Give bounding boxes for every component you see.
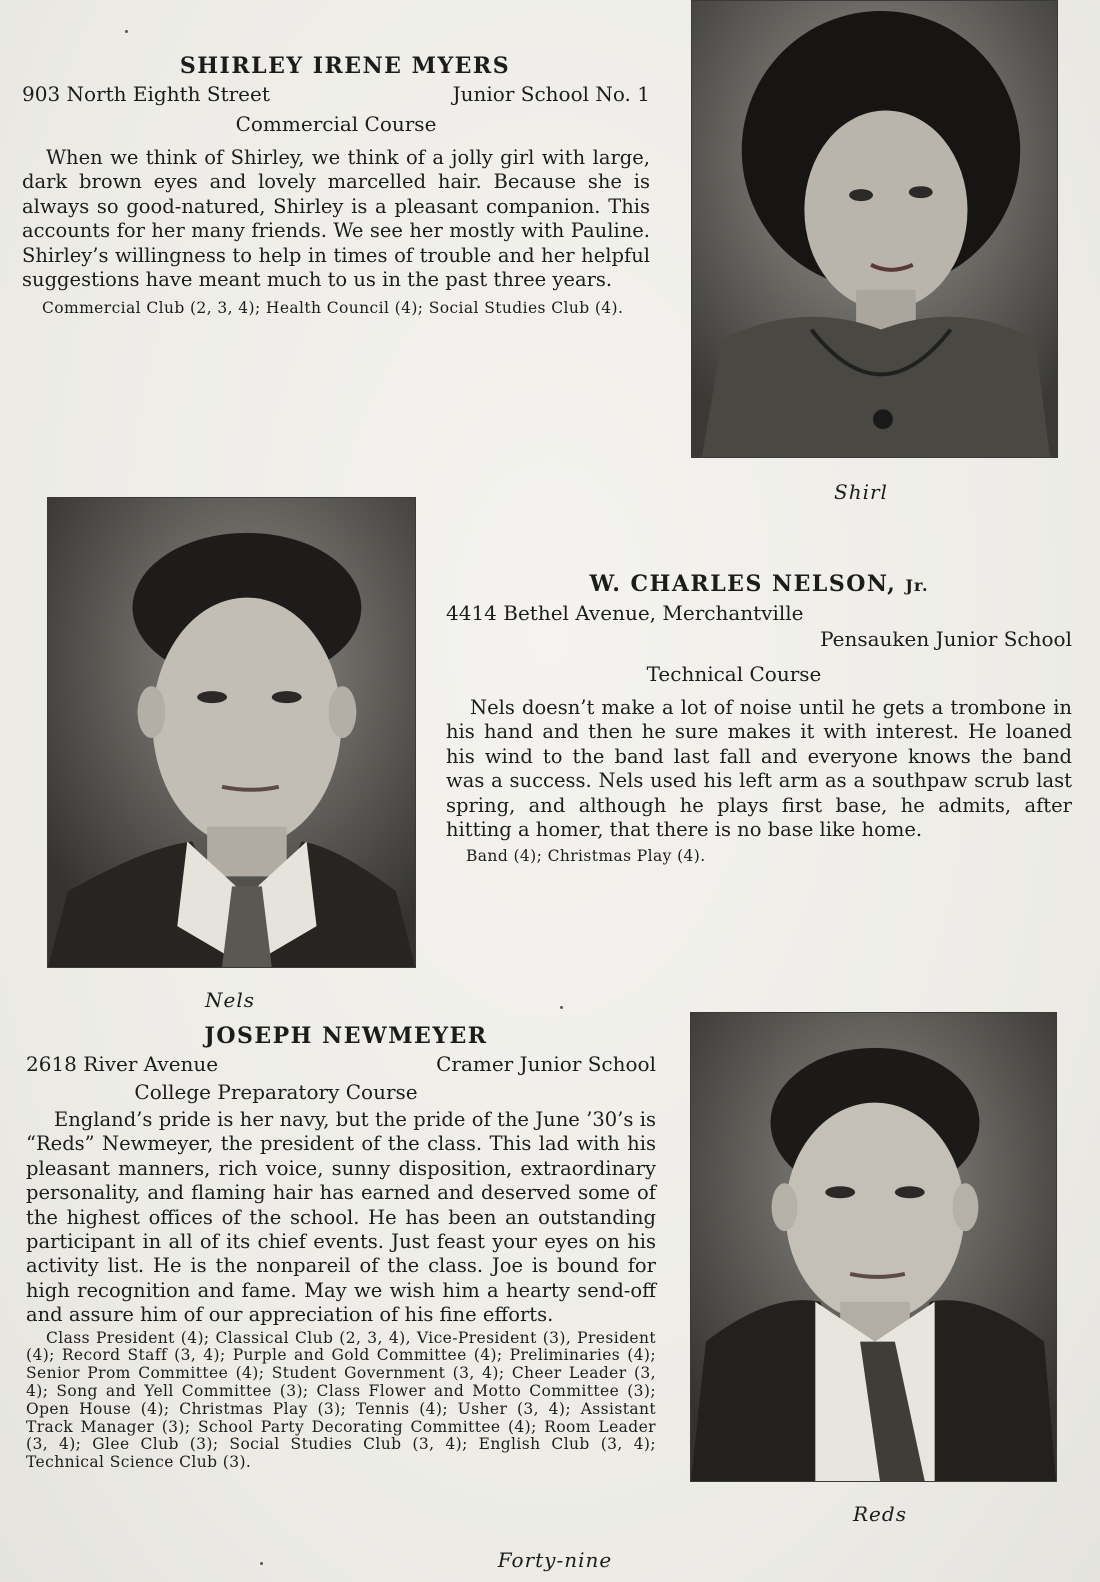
student-address: 4414 Bethel Avenue, Merchantville xyxy=(446,601,804,625)
student-bio: England’s pride is her navy, but the pride of the June ’30’s is “Reds” Newmeyer, the president of the class. This lad with his pleasant manners, rich voice, sunny disposition, extraordinary personality, and flaming hair has earned and deserved some of the highest offices of the school. He has been an outstanding participant in all of its chief events. Just feast your eyes on his activity list. He is the nonpareil of the class. Joe is bound for high recognition and fame. May we wish him a hearty send-off and assure him of our appreciation of his fine efforts. xyxy=(26,1108,656,1327)
student-entry-newmeyer xyxy=(26,1022,656,1472)
student-entry-shirley xyxy=(22,52,650,318)
student-bio: When we think of Shirley, we think of a jolly girl with large, dark brown eyes and lovely marcelled hair. Because she is always so good-natured, Shirley is a pleasant companion. This accounts for her many friends. We see her mostly with Pauline. Shirley’s willingness to help in times of trouble and her helpful suggestions have meant much to us in the past three years. xyxy=(22,146,650,292)
student-activities: Commercial Club (2, 3, 4); Health Council (4); Social Studies Club (4). xyxy=(42,299,624,318)
print-speck xyxy=(125,30,128,33)
student-nickname: Nels xyxy=(205,988,255,1012)
address-line xyxy=(22,80,650,108)
student-activities: Band (4); Christmas Play (4). xyxy=(466,847,706,866)
junior-school: Pensauken Junior School xyxy=(820,627,1072,651)
print-speck xyxy=(560,1006,563,1009)
student-activities: Class President (4); Classical Club (2, 3, 4), Vice-President (3), President (4); Record Staff (3, 4); Purple and Gold Committee (4); Preliminaries (4); Senior Prom Committee (4); Student Government (3, 4); Cheer Leader (3, 4); Song and Yell Committee (3); Class Flower and Motto Committee (3); Open House (4); Christmas Play (3); Tennis (4); Usher (3, 4); Assistant Track Manager (3); School Party Decorating Committee (4); Room Leader (3, 4); Glee Club (3); Social Studies Club (3, 4); English Club (3, 4); Technical Science Club (3). xyxy=(26,1328,656,1472)
student-name-suffix: Jr. xyxy=(905,576,929,595)
print-speck xyxy=(260,1562,263,1565)
page-number xyxy=(0,1548,1100,1572)
student-bio: Nels doesn’t make a lot of noise until he gets a trombone in his hand and then he sure makes it with interest. He loaned his wind to the band last fall and everyone knows the band was a success. Nels used his left arm as a southpaw scrub last spring, and although he plays first base, he admits, after hitting a homer, that there is no base like home. xyxy=(446,696,1072,842)
page-number-text: Forty-nine xyxy=(497,1548,613,1572)
student-name: JOSEPH NEWMEYER xyxy=(204,1023,488,1049)
student-nickname: Shirl xyxy=(834,480,888,504)
student-name xyxy=(446,570,1072,600)
student-entry-nelson xyxy=(446,570,1072,866)
student-address: 2618 River Avenue xyxy=(26,1052,219,1076)
student-photo-nelson xyxy=(47,497,416,968)
course-name: Commercial Course xyxy=(235,112,437,136)
student-name: SHIRLEY IRENE MYERS xyxy=(179,53,511,79)
course-name: College Preparatory Course xyxy=(134,1080,418,1104)
course-name: Technical Course xyxy=(646,662,822,686)
student-name-main: W. CHARLES NELSON, xyxy=(589,571,897,597)
student-photo-shirley xyxy=(691,0,1058,458)
student-nickname: Reds xyxy=(853,1502,907,1526)
student-address: 903 North Eighth Street xyxy=(22,82,270,106)
junior-school: Junior School No. 1 xyxy=(452,82,650,106)
student-photo-newmeyer xyxy=(690,1012,1057,1482)
address-line xyxy=(26,1050,656,1078)
junior-school: Cramer Junior School xyxy=(436,1052,656,1076)
